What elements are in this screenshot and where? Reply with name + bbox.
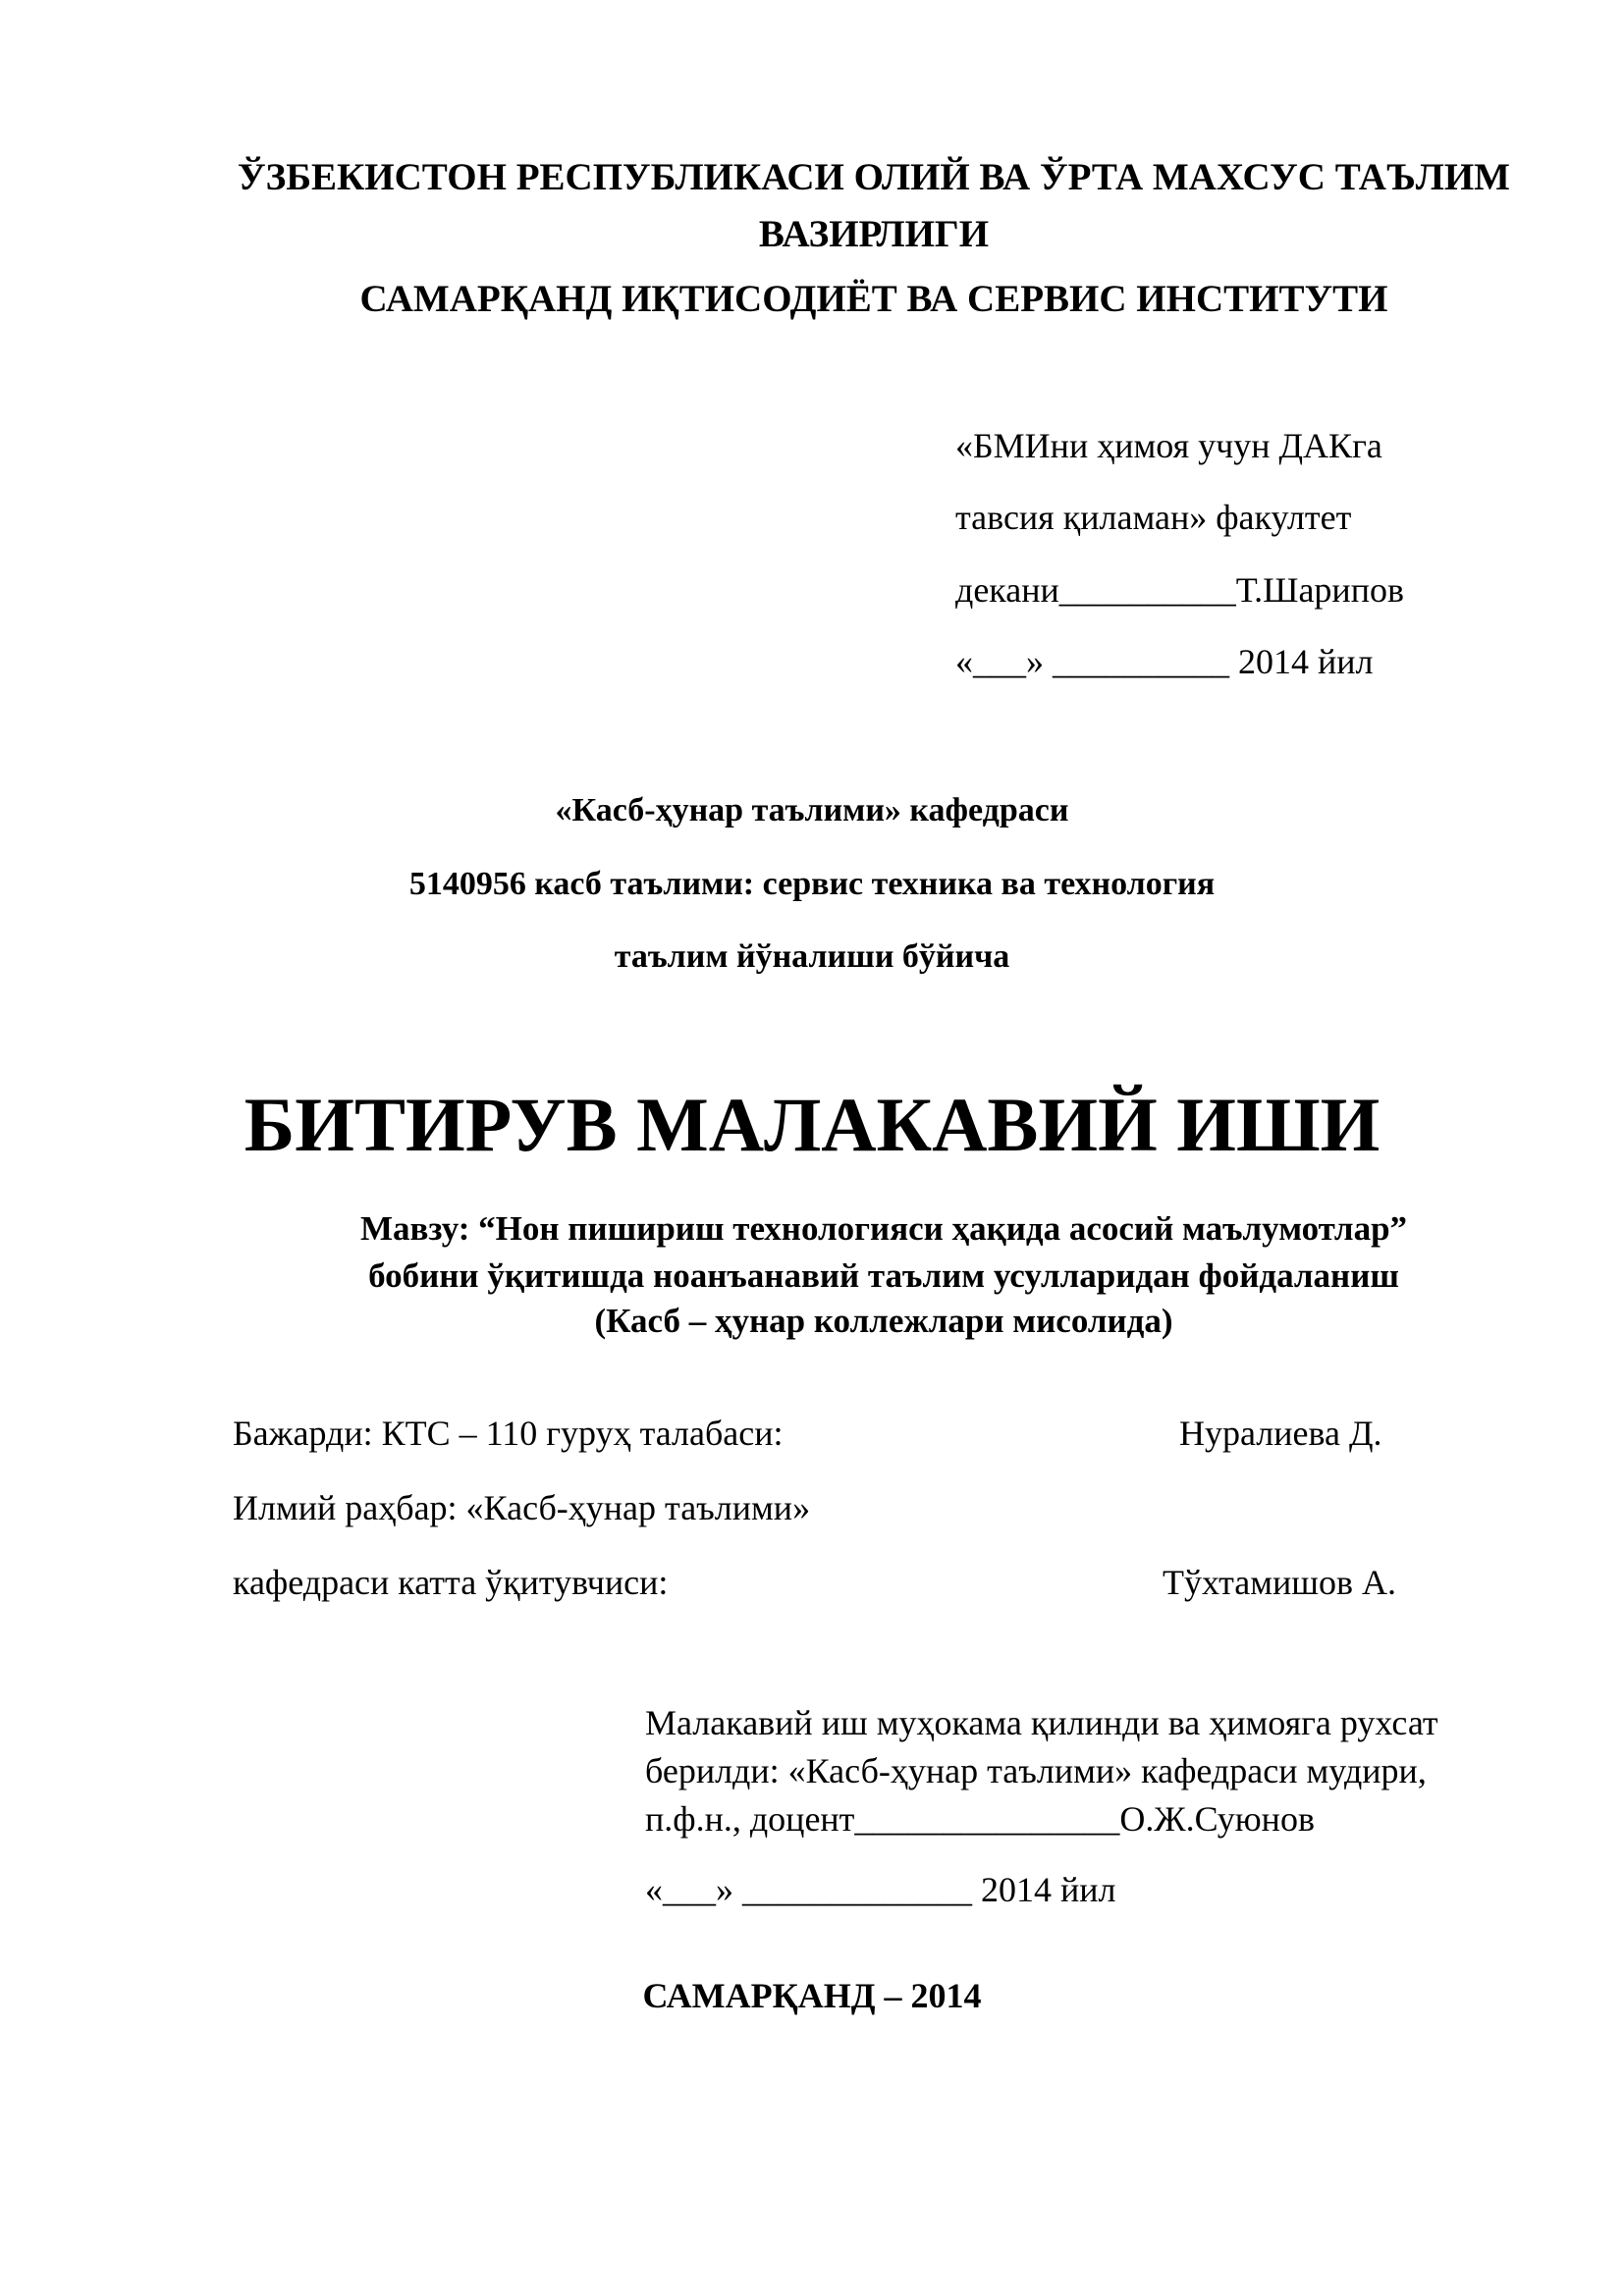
supervisor-label-2: кафедраси катта ўқитувчиси: bbox=[233, 1563, 669, 1602]
student-name: Нуралиева Д. bbox=[1179, 1414, 1382, 1453]
head-approval-line-3: п.ф.н., доцент_______________О.Ж.Суюнов bbox=[645, 1799, 1315, 1839]
topic-line-1: Мавзу: “Нон пишириш технологияси ҳақида асосий маълумотлар” bbox=[359, 1209, 1408, 1248]
dean-approval-line-3: декани__________Т.Шарипов bbox=[955, 570, 1404, 610]
city-year: САМАРҚАНД – 2014 bbox=[642, 1976, 982, 2015]
dean-approval-line-1: «БМИни ҳимоя учун ДАКга bbox=[955, 426, 1382, 465]
department-line-2: 5140956 касб таълими: сервис техника ва технология bbox=[408, 866, 1216, 902]
topic-line-3: (Касб – ҳунар коллежлари мисолида) bbox=[594, 1302, 1173, 1340]
dean-approval-line-2: тавсия қиламан» факултет bbox=[955, 498, 1352, 537]
institute-heading: САМАРҚАНД ИҚТИСОДИЁТ ВА СЕРВИС ИНСТИТУТИ bbox=[359, 278, 1388, 320]
supervisor-label-1: Илмий раҳбар: «Касб-ҳунар таълими» bbox=[233, 1488, 811, 1527]
supervisor-name: Тўхтамишов А. bbox=[1163, 1563, 1397, 1602]
department-line-1: «Касб-ҳунар таълими» кафедраси bbox=[555, 792, 1069, 828]
dean-approval-line-4: «___» __________ 2014 йил bbox=[955, 642, 1374, 681]
department-line-3: таълим йўналиши бўйича bbox=[614, 938, 1010, 975]
head-approval-line-4: «___» _____________ 2014 йил bbox=[645, 1870, 1116, 1909]
topic-line-2: бобини ўқитишда ноанъанавий таълим усулларидан фойдаланиш bbox=[368, 1256, 1399, 1295]
document-title: БИТИРУВ МАЛАКАВИЙ ИШИ bbox=[244, 1082, 1380, 1167]
performed-by-label: Бажарди: КТС – 110 гуруҳ талабаси: bbox=[233, 1414, 784, 1453]
ministry-heading: ЎЗБЕКИСТОН РЕСПУБЛИКАСИ ОЛИЙ ВА ЎРТА МАХСУС ТАЪЛИМ ВАЗИРЛИГИ bbox=[238, 156, 1510, 255]
head-approval-line-1: Малакавий иш муҳокама қилинди ва ҳимояга рухсат bbox=[645, 1703, 1438, 1742]
head-approval-line-2: берилди: «Касб-ҳунар таълими» кафедраси мудири, bbox=[645, 1751, 1427, 1790]
